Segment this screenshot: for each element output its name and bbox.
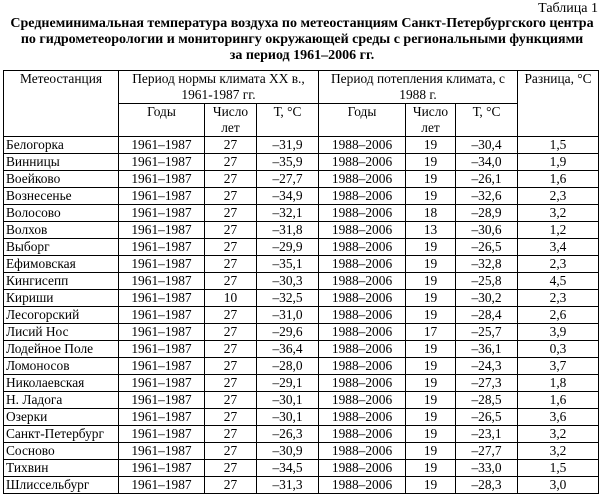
cell-count-warm: 19 [406,290,456,307]
header-difference: Разница, °С [518,71,599,137]
cell-years-warm: 1988–2006 [319,477,406,494]
cell-years-norm: 1961–1987 [119,477,205,494]
table-row [4,154,599,171]
cell-years-norm: 1961–1987 [119,358,205,375]
cell-station: Волхов [4,222,119,239]
cell-difference: 1,8 [518,375,599,392]
cell-count-warm: 19 [406,256,456,273]
cell-station: Кириши [4,290,119,307]
title-line-2: по гидрометеорологии и мониторингу окружающей среды с региональными функциями [20,32,584,47]
cell-temp-warm: –27,7 [456,443,518,460]
cell-years-warm: 1988–2006 [319,171,406,188]
cell-count-warm: 13 [406,222,456,239]
cell-temp-norm: –29,9 [257,239,319,256]
cell-temp-warm: –23,1 [456,426,518,443]
cell-years-warm: 1988–2006 [319,375,406,392]
cell-years-norm: 1961–1987 [119,341,205,358]
cell-count-warm: 19 [406,358,456,375]
cell-count-norm: 27 [205,154,257,171]
cell-years-norm: 1961–1987 [119,154,205,171]
cell-years-warm: 1988–2006 [319,222,406,239]
cell-years-warm: 1988–2006 [319,256,406,273]
title-line-1: Среднеминимальная температура воздуха по метеостанциям Санкт-Петербургского центра [10,16,594,31]
cell-count-warm: 19 [406,392,456,409]
header-temp-warm: Т, °С [456,104,518,137]
cell-count-norm: 27 [205,239,257,256]
cell-station: Волосово [4,205,119,222]
cell-count-warm: 17 [406,324,456,341]
cell-years-norm: 1961–1987 [119,375,205,392]
table-body [4,137,599,494]
cell-station: Николаевская [4,375,119,392]
cell-difference: 1,9 [518,154,599,171]
cell-difference: 2,3 [518,188,599,205]
cell-count-norm: 27 [205,443,257,460]
cell-count-norm: 27 [205,307,257,324]
cell-years-warm: 1988–2006 [319,290,406,307]
cell-difference: 3,4 [518,239,599,256]
table-row [4,443,599,460]
cell-count-warm: 18 [406,205,456,222]
cell-difference: 1,5 [518,460,599,477]
table-row [4,324,599,341]
cell-temp-norm: –30,9 [257,443,319,460]
cell-years-norm: 1961–1987 [119,222,205,239]
cell-years-norm: 1961–1987 [119,290,205,307]
cell-temp-norm: –32,5 [257,290,319,307]
table-row [4,273,599,290]
cell-station: Тихвин [4,460,119,477]
cell-years-norm: 1961–1987 [119,460,205,477]
cell-temp-norm: –31,0 [257,307,319,324]
cell-years-warm: 1988–2006 [319,409,406,426]
table-row [4,290,599,307]
table-row [4,222,599,239]
cell-difference: 3,0 [518,477,599,494]
cell-count-norm: 27 [205,392,257,409]
cell-temp-warm: –27,3 [456,375,518,392]
header-temp-norm: Т, °С [257,104,319,137]
cell-station: Н. Ладога [4,392,119,409]
table-title [0,16,604,64]
cell-temp-warm: –30,2 [456,290,518,307]
table-row [4,460,599,477]
cell-temp-warm: –30,6 [456,222,518,239]
table-number-label: Таблица 1 [538,1,598,16]
cell-years-norm: 1961–1987 [119,239,205,256]
cell-years-warm: 1988–2006 [319,137,406,154]
cell-station: Санкт-Петербург [4,426,119,443]
cell-years-warm: 1988–2006 [319,341,406,358]
cell-temp-warm: –28,5 [456,392,518,409]
header-years-warm: Годы [319,104,406,137]
cell-years-norm: 1961–1987 [119,409,205,426]
cell-difference: 3,9 [518,324,599,341]
cell-station: Кингисепп [4,273,119,290]
table-row [4,358,599,375]
cell-difference: 3,7 [518,358,599,375]
cell-count-norm: 27 [205,256,257,273]
cell-years-warm: 1988–2006 [319,460,406,477]
cell-years-norm: 1961–1987 [119,392,205,409]
cell-station: Вознесенье [4,188,119,205]
cell-temp-warm: –26,5 [456,239,518,256]
cell-temp-warm: –24,3 [456,358,518,375]
cell-count-warm: 19 [406,409,456,426]
cell-temp-warm: –25,7 [456,324,518,341]
cell-years-norm: 1961–1987 [119,137,205,154]
cell-count-warm: 19 [406,477,456,494]
cell-difference: 2,3 [518,290,599,307]
cell-temp-norm: –27,7 [257,171,319,188]
cell-years-norm: 1961–1987 [119,324,205,341]
cell-difference: 3,2 [518,426,599,443]
cell-station: Воейково [4,171,119,188]
cell-years-warm: 1988–2006 [319,358,406,375]
cell-count-norm: 27 [205,409,257,426]
cell-difference: 3,2 [518,443,599,460]
cell-temp-norm: –30,3 [257,273,319,290]
cell-temp-norm: –31,3 [257,477,319,494]
cell-years-warm: 1988–2006 [319,273,406,290]
cell-count-norm: 27 [205,426,257,443]
cell-temp-norm: –36,4 [257,341,319,358]
cell-temp-warm: –32,6 [456,188,518,205]
cell-count-warm: 19 [406,273,456,290]
cell-count-norm: 27 [205,222,257,239]
cell-difference: 1,2 [518,222,599,239]
cell-difference: 3,2 [518,205,599,222]
cell-years-norm: 1961–1987 [119,307,205,324]
table-row [4,171,599,188]
cell-temp-norm: –31,8 [257,222,319,239]
cell-count-norm: 27 [205,477,257,494]
cell-count-norm: 27 [205,324,257,341]
cell-station: Лисий Нос [4,324,119,341]
cell-count-warm: 19 [406,426,456,443]
cell-count-norm: 27 [205,273,257,290]
cell-temp-warm: –36,1 [456,341,518,358]
cell-station: Сосново [4,443,119,460]
cell-temp-warm: –34,0 [456,154,518,171]
cell-station: Ломоносов [4,358,119,375]
cell-count-warm: 19 [406,443,456,460]
cell-station: Ефимовская [4,256,119,273]
cell-station: Выборг [4,239,119,256]
cell-temp-norm: –35,9 [257,154,319,171]
cell-years-warm: 1988–2006 [319,307,406,324]
table-row [4,375,599,392]
cell-difference: 2,3 [518,256,599,273]
cell-temp-norm: –35,1 [257,256,319,273]
header-period-warming: Период потепления климата, с 1988 г. [319,71,518,104]
cell-difference: 1,5 [518,137,599,154]
cell-years-warm: 1988–2006 [319,154,406,171]
cell-temp-warm: –25,8 [456,273,518,290]
cell-temp-warm: –28,9 [456,205,518,222]
cell-temp-norm: –26,3 [257,426,319,443]
cell-temp-norm: –30,1 [257,409,319,426]
table-row [4,426,599,443]
cell-difference: 1,6 [518,171,599,188]
table-row [4,307,599,324]
cell-count-warm: 19 [406,375,456,392]
cell-count-warm: 19 [406,137,456,154]
cell-station: Лодейное Поле [4,341,119,358]
cell-difference: 2,6 [518,307,599,324]
table-row [4,409,599,426]
cell-temp-warm: –32,8 [456,256,518,273]
cell-count-warm: 19 [406,154,456,171]
cell-difference: 4,5 [518,273,599,290]
cell-years-warm: 1988–2006 [319,239,406,256]
header-count-warm: Число лет [406,104,456,137]
cell-count-norm: 27 [205,375,257,392]
cell-station: Лесогорский [4,307,119,324]
cell-station: Шлиссельбург [4,477,119,494]
cell-temp-warm: –26,5 [456,409,518,426]
header-station: Метеостанция [4,71,119,137]
cell-temp-warm: –33,0 [456,460,518,477]
cell-difference: 1,6 [518,392,599,409]
cell-years-norm: 1961–1987 [119,443,205,460]
cell-years-norm: 1961–1987 [119,426,205,443]
cell-temp-norm: –28,0 [257,358,319,375]
cell-years-warm: 1988–2006 [319,443,406,460]
cell-count-warm: 19 [406,188,456,205]
cell-years-warm: 1988–2006 [319,426,406,443]
cell-difference: 0,3 [518,341,599,358]
cell-years-norm: 1961–1987 [119,205,205,222]
temperature-table [3,70,599,494]
cell-station: Озерки [4,409,119,426]
cell-difference: 3,6 [518,409,599,426]
header-period-norm: Период нормы климата ХХ в., 1961-1987 гг. [119,71,319,104]
table-row [4,137,599,154]
table-row [4,239,599,256]
cell-count-norm: 27 [205,188,257,205]
cell-count-norm: 27 [205,171,257,188]
cell-years-warm: 1988–2006 [319,324,406,341]
header-years-norm: Годы [119,104,205,137]
cell-count-norm: 27 [205,205,257,222]
cell-temp-norm: –29,1 [257,375,319,392]
cell-count-warm: 19 [406,239,456,256]
cell-temp-norm: –34,9 [257,188,319,205]
cell-years-warm: 1988–2006 [319,188,406,205]
cell-years-norm: 1961–1987 [119,171,205,188]
cell-temp-norm: –31,9 [257,137,319,154]
cell-count-norm: 27 [205,341,257,358]
cell-temp-warm: –30,4 [456,137,518,154]
header-count-norm: Число лет [205,104,257,137]
cell-temp-warm: –28,4 [456,307,518,324]
cell-count-norm: 27 [205,358,257,375]
cell-count-norm: 27 [205,460,257,477]
table-row [4,392,599,409]
cell-temp-norm: –34,5 [257,460,319,477]
cell-count-norm: 27 [205,137,257,154]
table-row [4,477,599,494]
cell-temp-warm: –28,3 [456,477,518,494]
cell-temp-norm: –29,6 [257,324,319,341]
cell-temp-norm: –30,1 [257,392,319,409]
cell-count-warm: 19 [406,460,456,477]
cell-temp-warm: –26,1 [456,171,518,188]
cell-count-warm: 19 [406,307,456,324]
table-row [4,205,599,222]
table-row [4,188,599,205]
cell-station: Белогорка [4,137,119,154]
cell-count-warm: 19 [406,341,456,358]
table-row [4,341,599,358]
cell-years-warm: 1988–2006 [319,392,406,409]
cell-temp-norm: –32,1 [257,205,319,222]
table-row [4,256,599,273]
cell-count-warm: 19 [406,171,456,188]
cell-years-norm: 1961–1987 [119,188,205,205]
cell-years-norm: 1961–1987 [119,256,205,273]
cell-years-norm: 1961–1987 [119,273,205,290]
cell-station: Винницы [4,154,119,171]
cell-count-norm: 10 [205,290,257,307]
title-line-3: за период 1961–2006 гг. [229,48,375,63]
cell-years-warm: 1988–2006 [319,205,406,222]
